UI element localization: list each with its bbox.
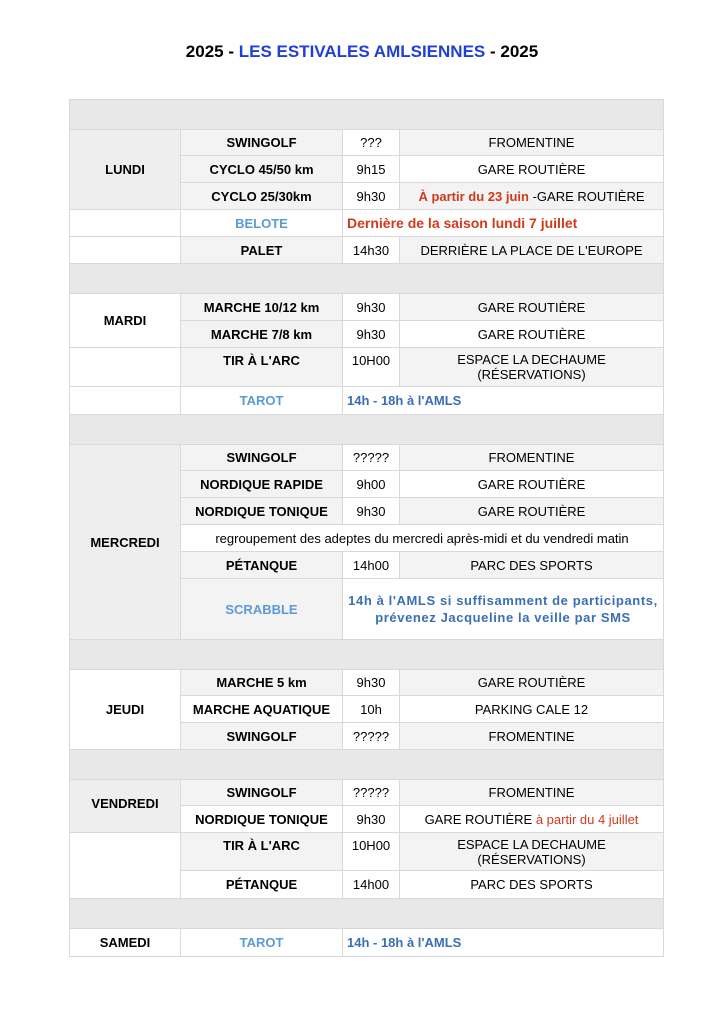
- time-cell: ???: [343, 130, 400, 156]
- location-cell: GARE ROUTIÈRE: [400, 498, 664, 525]
- table-row: [70, 237, 664, 264]
- time-cell: 9h15: [343, 156, 400, 183]
- activity-cell: PÉTANQUE: [181, 871, 343, 899]
- day-label-mercredi: MERCREDI: [70, 445, 181, 640]
- activity-cell: SCRABBLE: [181, 579, 343, 640]
- location-cell: GARE ROUTIÈRE: [400, 321, 664, 348]
- activity-cell: PALET: [181, 237, 343, 264]
- table-row: [70, 294, 664, 321]
- note-cell: 14h à l'AMLS si suffisamment de participants, prévenez Jacqueline la veille par SMS: [343, 579, 664, 640]
- activity-cell: NORDIQUE TONIQUE: [181, 498, 343, 525]
- activity-cell: CYCLO 25/30km: [181, 183, 343, 210]
- time-cell: ?????: [343, 780, 400, 806]
- location-cell: [400, 833, 664, 871]
- activity-cell: MARCHE 10/12 km: [181, 294, 343, 321]
- time-cell: 10h: [343, 696, 400, 723]
- separator-row: [70, 264, 664, 294]
- time-cell: ?????: [343, 723, 400, 750]
- note-cell: 14h - 18h à l'AMLS: [343, 929, 664, 957]
- location-line-1: ESPACE LA DECHAUME: [457, 836, 606, 852]
- time-cell: 14h00: [343, 552, 400, 579]
- time-cell: 9h00: [343, 471, 400, 498]
- day-label-mardi: MARDI: [70, 294, 181, 348]
- table-row: [70, 130, 664, 156]
- activity-cell: TAROT: [181, 929, 343, 957]
- day-empty-cell: [70, 387, 181, 415]
- title-main: LES ESTIVALES AMLSIENNES: [238, 42, 486, 61]
- table-row: [70, 780, 664, 806]
- location-cell: FROMENTINE: [400, 780, 664, 806]
- activity-cell: CYCLO 45/50 km: [181, 156, 343, 183]
- day-empty-cell: [70, 237, 181, 264]
- table-row: [70, 387, 664, 415]
- location-cell: FROMENTINE: [400, 723, 664, 750]
- activity-cell: SWINGOLF: [181, 780, 343, 806]
- table-row: [70, 210, 664, 237]
- location-cell: PARC DES SPORTS: [400, 552, 664, 579]
- location-cell: FROMENTINE: [400, 130, 664, 156]
- time-cell: 9h30: [343, 183, 400, 210]
- title-prefix: 2025 -: [185, 42, 239, 61]
- day-label-jeudi: JEUDI: [70, 670, 181, 750]
- activity-cell: SWINGOLF: [181, 445, 343, 471]
- time-cell: 9h30: [343, 670, 400, 696]
- activity-cell: MARCHE AQUATIQUE: [181, 696, 343, 723]
- activity-cell: NORDIQUE TONIQUE: [181, 806, 343, 833]
- title-suffix: - 2025: [485, 42, 539, 61]
- note-cell: regroupement des adeptes du mercredi après-midi et du vendredi matin: [181, 525, 664, 552]
- separator-row: [70, 750, 664, 780]
- location-cell: DERRIÈRE LA PLACE DE L'EUROPE: [400, 237, 664, 264]
- table-row: [70, 670, 664, 696]
- table-row: [70, 929, 664, 957]
- day-empty-cell: [70, 210, 181, 237]
- location-note: à partir du 4 juillet: [535, 811, 639, 827]
- location-cell: PARKING CALE 12: [400, 696, 664, 723]
- activity-cell: BELOTE: [181, 210, 343, 237]
- note-text: Dernière de la saison lundi 7 juillet: [347, 215, 578, 231]
- time-cell: 14h30: [343, 237, 400, 264]
- activity-cell: MARCHE 7/8 km: [181, 321, 343, 348]
- location-cell: GARE ROUTIÈRE: [400, 294, 664, 321]
- time-cell: 10H00: [343, 833, 400, 871]
- day-empty-cell: [70, 348, 181, 387]
- location-cell: [400, 348, 664, 387]
- location-cell: GARE ROUTIÈRE: [400, 670, 664, 696]
- location-line-1: ESPACE LA DECHAUME: [457, 352, 606, 367]
- location-cell: GARE ROUTIÈRE: [400, 156, 664, 183]
- activity-cell: PÉTANQUE: [181, 552, 343, 579]
- time-cell: ?????: [343, 445, 400, 471]
- activity-cell: TIR À L'ARC: [181, 348, 343, 387]
- time-cell: 10H00: [343, 348, 400, 387]
- time-cell: 14h00: [343, 871, 400, 899]
- location-cell: [400, 806, 664, 833]
- note-cell: 14h - 18h à l'AMLS: [343, 387, 664, 415]
- table-row: [70, 833, 664, 871]
- activity-cell: NORDIQUE RAPIDE: [181, 471, 343, 498]
- activity-cell: MARCHE 5 km: [181, 670, 343, 696]
- note-cell: [343, 210, 664, 237]
- separator-row: [70, 899, 664, 929]
- day-label-vendredi: VENDREDI: [70, 780, 181, 833]
- location-text: GARE ROUTIÈRE: [424, 811, 536, 827]
- time-cell: 9h30: [343, 294, 400, 321]
- day-label-samedi: SAMEDI: [70, 929, 181, 957]
- table-row: [70, 445, 664, 471]
- time-cell: 9h30: [343, 806, 400, 833]
- table-row: [70, 348, 664, 387]
- time-cell: 9h30: [343, 498, 400, 525]
- separator-row: [70, 640, 664, 670]
- location-note: À partir du 23 juin: [418, 188, 529, 204]
- page-title: [0, 42, 724, 62]
- location-text: -GARE ROUTIÈRE: [528, 188, 645, 204]
- activity-cell: SWINGOLF: [181, 723, 343, 750]
- day-label-lundi: LUNDI: [70, 130, 181, 210]
- activity-cell: SWINGOLF: [181, 130, 343, 156]
- activity-cell: TAROT: [181, 387, 343, 415]
- separator-row: [70, 415, 664, 445]
- location-line-2: (RÉSERVATIONS): [477, 367, 586, 382]
- activity-cell: TIR À L'ARC: [181, 833, 343, 871]
- time-cell: 9h30: [343, 321, 400, 348]
- schedule-table: [69, 99, 664, 957]
- location-cell: PARC DES SPORTS: [400, 871, 664, 899]
- location-line-2: (RÉSERVATIONS): [477, 851, 586, 867]
- day-empty-cell: [70, 833, 181, 899]
- location-cell: [400, 183, 664, 210]
- location-cell: FROMENTINE: [400, 445, 664, 471]
- location-cell: GARE ROUTIÈRE: [400, 471, 664, 498]
- separator-row: [70, 100, 664, 130]
